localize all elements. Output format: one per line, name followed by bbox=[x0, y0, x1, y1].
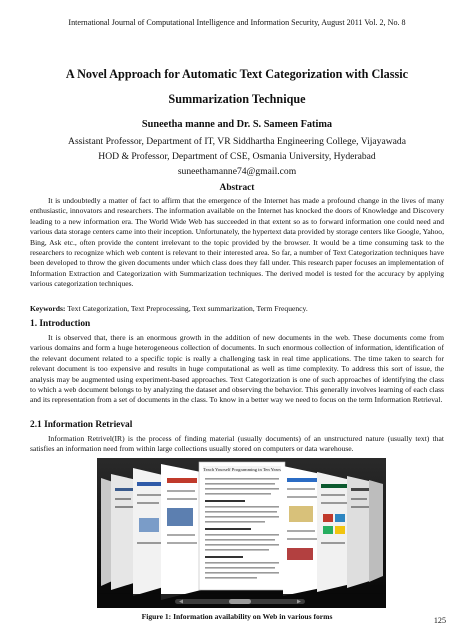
title-line-1: A Novel Approach for Automatic Text Categorization with Classic bbox=[65, 67, 409, 81]
figure-caption: Figure 1: Information availability on Web in various forms bbox=[141, 612, 333, 621]
author-email: suneethamanne74@gmail.com bbox=[177, 166, 297, 177]
paper-title bbox=[30, 62, 444, 112]
keywords-label: Keywords: bbox=[30, 304, 66, 313]
affiliation-1: Assistant Professor, Department of IT, VR Siddhartha Engineering College, Vijayawada bbox=[68, 136, 406, 147]
affiliation-2: HOD & Professor, Department of CSE, Osmania University, Hyderabad bbox=[98, 151, 376, 162]
figure-web-collage bbox=[97, 458, 386, 608]
introduction-text: It is observed that, there is an enormous growth in the addition of new documents in the web. These documents come from various domains and form a huge heterogeneous collection of documents. In such enormous collection of information, identification of the relevant document related to a specific topic is really a challenging task in real time applications. The time taken to search for relevant document is too expensive and results in huge computational as well as time complexity. To address this sort of issue, the analysis may be augmented using experiment-based approaches. Text Categorization is one of such approaches of identifying the class to which a web document belongs to by analyzing the dataset and observing the behavior. This generally involves learning of each class and its representation from a set of documents in the class. To know in a better way we need to focus on the term Information Retrieval. bbox=[30, 333, 444, 405]
page-number: 125 bbox=[433, 616, 446, 625]
keywords-text: Text Categorization, Text Preprocessing, Text summarization, Term Frequency. bbox=[65, 304, 308, 313]
figure-page-title: Teach Yourself Programming in Ten Years bbox=[203, 467, 281, 472]
abstract-text: It is undoubtedly a matter of fact to affirm that the emergence of the Internet has made a profound change in the lives of many enthusiastic, innovators and researchers. The information available on the Internet has knocked the doors of Knowledge and Discovery leading to a new information era. The World Wide Web has succeeded in that extent so as to forward information one could need and various data storage centers came into their inception. Unfortunately, the hypertext data provided by storage centers like Google, Yahoo, Bing, Ask etc., often provide the content irrelevant to the topic provided by the browser. It would be a time consuming task to the researchers to recognize which web content is relevant to their interested area. So far, a number of Text Categorization techniques have been developed to throw the given documents under which class does they fall under. This research paper focuses an implementation of Information Extraction and Categorization with Summarization techniques. The derived model is tested for the accuracy by applying various categorization techniques. bbox=[30, 196, 444, 289]
carousel-slider-thumb bbox=[229, 599, 251, 604]
keywords bbox=[30, 304, 444, 314]
title-line-2: Summarization Technique bbox=[168, 92, 306, 106]
section-heading-introduction: 1. Introduction bbox=[30, 319, 91, 329]
running-head: International Journal of Computational Intelligence and Information Security, August 2011 Vol. 2, No. 8 bbox=[68, 18, 406, 27]
abstract-heading: Abstract bbox=[219, 183, 255, 193]
section-heading-information-retrieval: 2.1 Information Retrieval bbox=[30, 420, 133, 430]
information-retrieval-text: Information Retrivel(IR) is the process of finding material (usually documents) of an unstructured nature (usually text) that satisfies an information need from within large collections usually stored on computers or data warehouse. bbox=[30, 434, 444, 454]
web-pages-collage-image bbox=[97, 458, 386, 608]
authors: Suneetha manne and Dr. S. Sameen Fatima bbox=[141, 119, 333, 130]
